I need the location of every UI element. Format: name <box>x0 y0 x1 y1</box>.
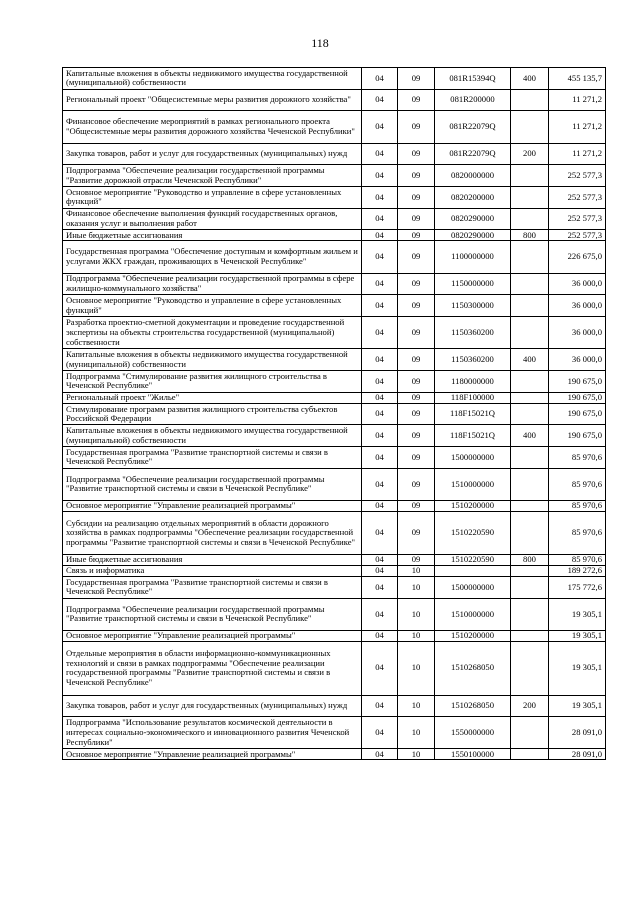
row-subsection-cell: 09 <box>398 111 435 143</box>
row-target-article-cell: 081R22079Q <box>435 143 511 165</box>
row-amount-cell: 190 675,0 <box>549 392 606 403</box>
row-name-cell: Основное мероприятие "Управление реализацией программы" <box>63 501 362 512</box>
row-subsection-cell: 09 <box>398 403 435 425</box>
table-row <box>63 317 606 349</box>
row-subsection-cell: 09 <box>398 349 435 371</box>
row-expense-type-cell: 400 <box>511 68 549 90</box>
row-target-article-cell: 118F15021Q <box>435 403 511 425</box>
row-section-cell: 04 <box>362 577 398 599</box>
row-section-cell: 04 <box>362 425 398 447</box>
table-row <box>63 295 606 317</box>
row-expense-type-cell: 800 <box>511 230 549 241</box>
row-amount-cell: 252 577,3 <box>549 208 606 230</box>
row-amount-cell: 19 305,1 <box>549 642 606 696</box>
row-target-article-cell: 081R200000 <box>435 89 511 111</box>
row-section-cell: 04 <box>362 566 398 577</box>
table-row <box>63 468 606 500</box>
row-target-article-cell: 1510200000 <box>435 501 511 512</box>
row-expense-type-cell <box>511 566 549 577</box>
row-expense-type-cell <box>511 295 549 317</box>
row-section-cell: 04 <box>362 598 398 630</box>
table-row <box>63 371 606 393</box>
row-section-cell: 04 <box>362 165 398 187</box>
row-section-cell: 04 <box>362 241 398 273</box>
row-name-cell: Закупка товаров, работ и услуг для государственных (муниципальных) нужд <box>63 143 362 165</box>
row-section-cell: 04 <box>362 111 398 143</box>
row-subsection-cell: 10 <box>398 695 435 717</box>
row-name-cell: Государственная программа "Развитие транспортной системы и связи в Чеченской Республике" <box>63 447 362 469</box>
row-target-article-cell: 1510268050 <box>435 695 511 717</box>
row-section-cell: 04 <box>362 143 398 165</box>
row-amount-cell: 190 675,0 <box>549 403 606 425</box>
row-subsection-cell: 09 <box>398 68 435 90</box>
row-expense-type-cell <box>511 111 549 143</box>
row-target-article-cell: 1510000000 <box>435 468 511 500</box>
table-row <box>63 749 606 760</box>
row-name-cell: Основное мероприятие "Управление реализацией программы" <box>63 631 362 642</box>
table-row <box>63 403 606 425</box>
row-subsection-cell: 09 <box>398 447 435 469</box>
row-section-cell: 04 <box>362 349 398 371</box>
row-expense-type-cell <box>511 512 549 555</box>
row-name-cell: Капитальные вложения в объекты недвижимого имущества государственной (муниципальной) собственности <box>63 425 362 447</box>
row-section-cell: 04 <box>362 392 398 403</box>
row-target-article-cell: 1150000000 <box>435 273 511 295</box>
row-target-article-cell: 0820000000 <box>435 165 511 187</box>
row-subsection-cell: 09 <box>398 187 435 209</box>
row-expense-type-cell <box>511 89 549 111</box>
row-subsection-cell: 10 <box>398 631 435 642</box>
row-subsection-cell: 10 <box>398 642 435 696</box>
row-section-cell: 04 <box>362 642 398 696</box>
table-row <box>63 695 606 717</box>
row-subsection-cell: 09 <box>398 295 435 317</box>
table-row <box>63 555 606 566</box>
row-name-cell: Отдельные мероприятия в области информационно-коммуникационных технологий и связи в рамках подпрограммы "Обеспечение реализации государственной программы "Развитие транспортной системы и связи в Чеченской Республике" <box>63 642 362 696</box>
row-amount-cell: 190 675,0 <box>549 425 606 447</box>
row-amount-cell: 36 000,0 <box>549 295 606 317</box>
row-subsection-cell: 10 <box>398 598 435 630</box>
row-amount-cell: 85 970,6 <box>549 512 606 555</box>
row-target-article-cell: 1150360200 <box>435 317 511 349</box>
row-subsection-cell: 10 <box>398 577 435 599</box>
row-amount-cell: 85 970,6 <box>549 447 606 469</box>
row-amount-cell: 455 135,7 <box>549 68 606 90</box>
row-name-cell: Финансовое обеспечение мероприятий в рамках регионального проекта "Общесистемные меры развития дорожного хозяйства Чеченской Республики" <box>63 111 362 143</box>
table-row <box>63 598 606 630</box>
row-section-cell: 04 <box>362 208 398 230</box>
row-subsection-cell: 09 <box>398 512 435 555</box>
row-expense-type-cell <box>511 317 549 349</box>
table-row <box>63 111 606 143</box>
row-section-cell: 04 <box>362 555 398 566</box>
row-amount-cell: 85 970,6 <box>549 501 606 512</box>
row-name-cell: Финансовое обеспечение выполнения функций государственных органов, оказания услуг и выполнения работ <box>63 208 362 230</box>
row-subsection-cell: 09 <box>398 468 435 500</box>
row-amount-cell: 189 272,6 <box>549 566 606 577</box>
row-section-cell: 04 <box>362 749 398 760</box>
row-target-article-cell: 1510220590 <box>435 555 511 566</box>
table-row <box>63 273 606 295</box>
table-row <box>63 165 606 187</box>
row-subsection-cell: 09 <box>398 208 435 230</box>
row-subsection-cell: 09 <box>398 317 435 349</box>
row-section-cell: 04 <box>362 273 398 295</box>
table-row <box>63 642 606 696</box>
row-expense-type-cell <box>511 392 549 403</box>
row-name-cell: Подпрограмма "Обеспечение реализации государственной программы "Развитие транспортной системы и связи в Чеченской Республике" <box>63 598 362 630</box>
row-subsection-cell: 09 <box>398 165 435 187</box>
row-expense-type-cell <box>511 403 549 425</box>
row-name-cell: Связь и информатика <box>63 566 362 577</box>
row-expense-type-cell <box>511 717 549 749</box>
row-expense-type-cell <box>511 468 549 500</box>
row-amount-cell: 252 577,3 <box>549 230 606 241</box>
row-expense-type-cell: 400 <box>511 425 549 447</box>
table-row <box>63 208 606 230</box>
row-target-article-cell: 1550100000 <box>435 749 511 760</box>
row-target-article-cell <box>435 566 511 577</box>
row-section-cell: 04 <box>362 468 398 500</box>
row-amount-cell: 11 271,2 <box>549 89 606 111</box>
row-expense-type-cell: 200 <box>511 695 549 717</box>
row-name-cell: Разработка проектно-сметной документации и проведение государственной экспертизы на объекты строительства государственной (муниципальной) собственности <box>63 317 362 349</box>
table-row <box>63 425 606 447</box>
row-target-article-cell: 0820290000 <box>435 230 511 241</box>
row-amount-cell: 28 091,0 <box>549 749 606 760</box>
row-target-article-cell: 1550000000 <box>435 717 511 749</box>
row-expense-type-cell: 800 <box>511 555 549 566</box>
page-number: 118 <box>311 36 329 50</box>
row-section-cell: 04 <box>362 317 398 349</box>
table-body <box>63 68 606 760</box>
table-row <box>63 89 606 111</box>
row-section-cell: 04 <box>362 501 398 512</box>
row-amount-cell: 252 577,3 <box>549 165 606 187</box>
row-expense-type-cell <box>511 273 549 295</box>
row-amount-cell: 36 000,0 <box>549 273 606 295</box>
row-target-article-cell: 1500000000 <box>435 447 511 469</box>
row-amount-cell: 11 271,2 <box>549 143 606 165</box>
table-row <box>63 349 606 371</box>
row-target-article-cell: 1180000000 <box>435 371 511 393</box>
row-name-cell: Государственная программа "Развитие транспортной системы и связи в Чеченской Республике" <box>63 577 362 599</box>
row-amount-cell: 28 091,0 <box>549 717 606 749</box>
row-section-cell: 04 <box>362 230 398 241</box>
row-subsection-cell: 09 <box>398 371 435 393</box>
row-amount-cell: 252 577,3 <box>549 187 606 209</box>
row-target-article-cell: 0820290000 <box>435 208 511 230</box>
table-row <box>63 447 606 469</box>
row-subsection-cell: 09 <box>398 425 435 447</box>
row-expense-type-cell <box>511 241 549 273</box>
table-row <box>63 392 606 403</box>
row-section-cell: 04 <box>362 717 398 749</box>
row-name-cell: Основное мероприятие "Руководство и управление в сфере установленных функций" <box>63 187 362 209</box>
row-amount-cell: 11 271,2 <box>549 111 606 143</box>
row-subsection-cell: 09 <box>398 143 435 165</box>
row-target-article-cell: 1500000000 <box>435 577 511 599</box>
row-amount-cell: 19 305,1 <box>549 598 606 630</box>
row-name-cell: Подпрограмма "Обеспечение реализации государственной программы в сфере жилищно-коммунального хозяйства" <box>63 273 362 295</box>
table-row <box>63 143 606 165</box>
row-name-cell: Региональный проект "Общесистемные меры развития дорожного хозяйства" <box>63 89 362 111</box>
row-subsection-cell: 09 <box>398 501 435 512</box>
row-subsection-cell: 10 <box>398 749 435 760</box>
row-name-cell: Подпрограмма "Обеспечение реализации государственной программы "Развитие дорожной отрасли Чеченской Республики" <box>63 165 362 187</box>
row-target-article-cell: 1510000000 <box>435 598 511 630</box>
row-name-cell: Основное мероприятие "Управление реализацией программы" <box>63 749 362 760</box>
row-section-cell: 04 <box>362 371 398 393</box>
row-target-article-cell: 118F15021Q <box>435 425 511 447</box>
row-expense-type-cell <box>511 165 549 187</box>
row-target-article-cell: 1150300000 <box>435 295 511 317</box>
row-amount-cell: 19 305,1 <box>549 695 606 717</box>
row-amount-cell: 190 675,0 <box>549 371 606 393</box>
table-row <box>63 230 606 241</box>
row-subsection-cell: 10 <box>398 717 435 749</box>
row-name-cell: Подпрограмма "Использование результатов космической деятельности в интересах социально-экономического и инновационного развития Чеченской Республики" <box>63 717 362 749</box>
table-row <box>63 512 606 555</box>
row-expense-type-cell <box>511 598 549 630</box>
table-row <box>63 577 606 599</box>
row-subsection-cell: 09 <box>398 392 435 403</box>
row-target-article-cell: 1150360200 <box>435 349 511 371</box>
row-expense-type-cell <box>511 501 549 512</box>
row-section-cell: 04 <box>362 447 398 469</box>
row-expense-type-cell <box>511 577 549 599</box>
row-name-cell: Иные бюджетные ассигнования <box>63 555 362 566</box>
row-section-cell: 04 <box>362 512 398 555</box>
table-row <box>63 501 606 512</box>
table-row <box>63 717 606 749</box>
row-subsection-cell: 10 <box>398 566 435 577</box>
row-subsection-cell: 09 <box>398 230 435 241</box>
row-expense-type-cell: 200 <box>511 143 549 165</box>
row-expense-type-cell <box>511 187 549 209</box>
row-name-cell: Региональный проект "Жилье" <box>63 392 362 403</box>
row-target-article-cell: 1510268050 <box>435 642 511 696</box>
row-name-cell: Государственная программа "Обеспечение доступным и комфортным жильем и услугами ЖКХ граждан, проживающих в Чеченской Республике" <box>63 241 362 273</box>
row-section-cell: 04 <box>362 187 398 209</box>
row-section-cell: 04 <box>362 631 398 642</box>
row-amount-cell: 85 970,6 <box>549 468 606 500</box>
row-target-article-cell: 081R15394Q <box>435 68 511 90</box>
row-target-article-cell: 1510220590 <box>435 512 511 555</box>
row-target-article-cell: 1100000000 <box>435 241 511 273</box>
table-row <box>63 566 606 577</box>
row-name-cell: Подпрограмма "Обеспечение реализации государственной программы "Развитие транспортной системы и связи в Чеченской Республике" <box>63 468 362 500</box>
row-name-cell: Капитальные вложения в объекты недвижимого имущества государственной (муниципальной) собственности <box>63 68 362 90</box>
row-subsection-cell: 09 <box>398 89 435 111</box>
row-name-cell: Закупка товаров, работ и услуг для государственных (муниципальных) нужд <box>63 695 362 717</box>
row-target-article-cell: 081R22079Q <box>435 111 511 143</box>
row-subsection-cell: 09 <box>398 273 435 295</box>
budget-table <box>62 67 606 760</box>
row-expense-type-cell <box>511 631 549 642</box>
row-expense-type-cell <box>511 447 549 469</box>
row-amount-cell: 36 000,0 <box>549 317 606 349</box>
row-section-cell: 04 <box>362 295 398 317</box>
table-row <box>63 187 606 209</box>
row-subsection-cell: 09 <box>398 241 435 273</box>
row-expense-type-cell <box>511 642 549 696</box>
row-target-article-cell: 0820200000 <box>435 187 511 209</box>
table-row <box>63 241 606 273</box>
row-expense-type-cell <box>511 749 549 760</box>
row-expense-type-cell <box>511 371 549 393</box>
row-name-cell: Капитальные вложения в объекты недвижимого имущества государственной (муниципальной) собственности <box>63 349 362 371</box>
row-name-cell: Иные бюджетные ассигнования <box>63 230 362 241</box>
row-section-cell: 04 <box>362 89 398 111</box>
row-name-cell: Стимулирование программ развития жилищного строительства субъектов Российской Федерации <box>63 403 362 425</box>
row-amount-cell: 175 772,6 <box>549 577 606 599</box>
table-row <box>63 631 606 642</box>
row-section-cell: 04 <box>362 68 398 90</box>
row-name-cell: Субсидии на реализацию отдельных мероприятий в области дорожного хозяйства в рамках подпрограммы "Обеспечение реализации государственной программы "Развитие транспортной системы и связи в Чеченской Республике" <box>63 512 362 555</box>
row-amount-cell: 19 305,1 <box>549 631 606 642</box>
row-section-cell: 04 <box>362 695 398 717</box>
row-expense-type-cell <box>511 208 549 230</box>
row-subsection-cell: 09 <box>398 555 435 566</box>
row-target-article-cell: 1510200000 <box>435 631 511 642</box>
row-amount-cell: 226 675,0 <box>549 241 606 273</box>
row-name-cell: Основное мероприятие "Руководство и управление в сфере установленных функций" <box>63 295 362 317</box>
row-name-cell: Подпрограмма "Стимулирование развития жилищного строительства в Чеченской Республике" <box>63 371 362 393</box>
row-amount-cell: 85 970,6 <box>549 555 606 566</box>
row-target-article-cell: 118F100000 <box>435 392 511 403</box>
row-amount-cell: 36 000,0 <box>549 349 606 371</box>
table-row <box>63 68 606 90</box>
row-section-cell: 04 <box>362 403 398 425</box>
row-expense-type-cell: 400 <box>511 349 549 371</box>
